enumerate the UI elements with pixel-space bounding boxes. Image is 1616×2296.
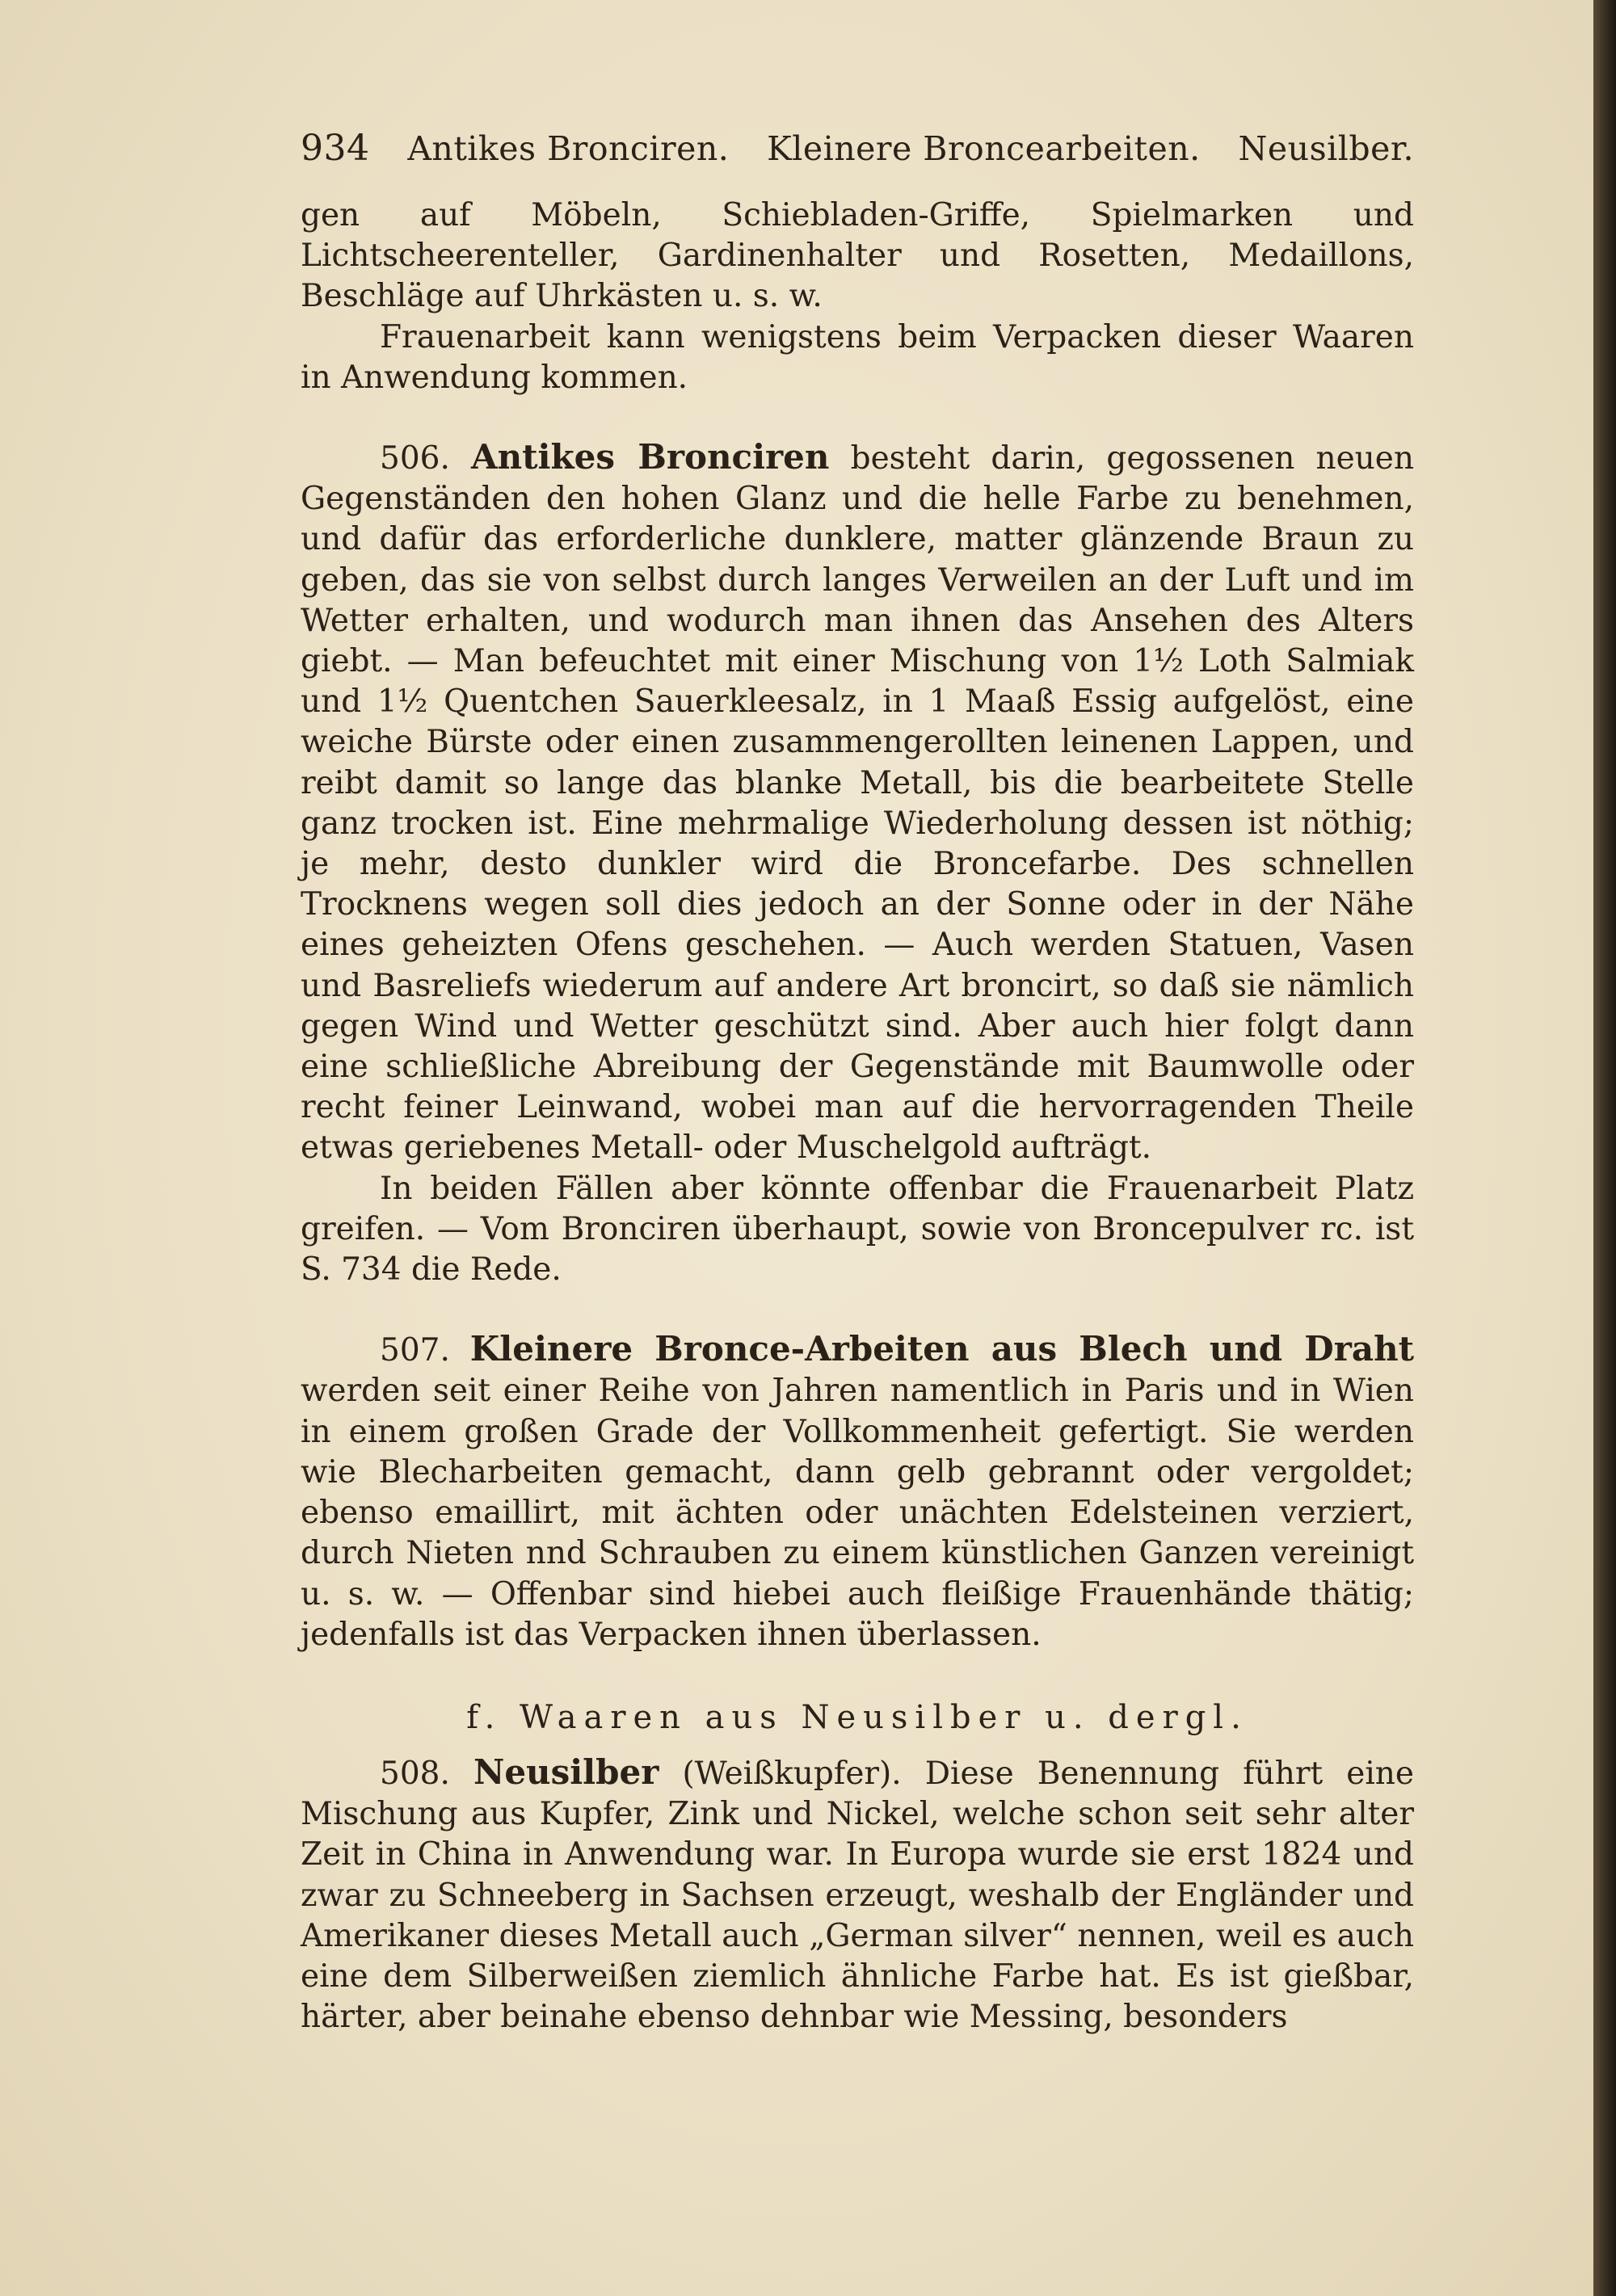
section-506-number: 506. <box>380 440 450 477</box>
running-head <box>301 128 1414 176</box>
section-506-paragraph-2: In beiden Fällen aber könnte offenbar die Frauenarbeit Platz greifen. — Vom Bronciren überhaupt, sowie von Broncepulver rc. ist S. 734 die Rede. <box>301 1170 1414 1289</box>
section-508-title: Neusilber <box>473 1751 659 1792</box>
paragraph-frauenarbeit: Frauenarbeit kann wenigstens beim Verpacken dieser Waaren in Anwendung kommen. <box>301 318 1414 396</box>
text-block <box>301 128 1414 2037</box>
section-506 <box>301 437 1414 1169</box>
body-text <box>301 196 1414 2037</box>
running-title-2: Kleinere Broncearbeiten. <box>767 129 1201 168</box>
subsection-heading: f. Waaren aus Neusilber u. dergl. <box>466 1698 1248 1736</box>
section-507-title: Kleinere Bronce-Arbeiten aus Blech und Draht <box>469 1329 1414 1369</box>
section-506-text: besteht darin, gegossenen neuen Gegenständen den hohen Glanz und die helle Farbe zu benehmen, und dafür das erforderliche dunklere, matter glänzende Braun zu geben, das sie von selbst durch langes Verweilen an der Luft und im Wetter erhalten, und wodurch man ihnen das Ansehen des Alters giebt. — Man befeuchtet mit einer Mischung von 1½ Loth Salmiak und 1½ Quentchen Sauerkleesalz, in 1 Maaß Essig aufgelöst, eine weiche Bürste oder einen zusammengerollten leinenen Lappen, und reibt damit so lange das blanke Metall, bis die bearbeitete Stelle ganz trocken ist. Eine mehrmalige Wiederholung dessen ist nöthig; je mehr, desto dunkler wird die Broncefarbe. Des schnellen Trocknens wegen soll dies jedoch an der Sonne oder in der Nähe eines geheizten Ofens geschehen. — Auch werden Statuen, Vasen und Basreliefs wiederum auf andere Art broncirt, so daß sie nämlich gegen Wind und Wetter geschützt sind. Aber auch hier folgt dann eine schließliche Abreibung der Gegenstände mit Baumwolle oder recht feiner Leinwand, wobei man auf die hervorragenden Theile etwas geriebenes Metall- oder Muschelgold aufträgt. <box>301 440 1414 1167</box>
running-title-1: Antikes Bronciren. <box>407 129 730 168</box>
page-edge-shadow <box>1593 0 1616 2296</box>
page-number: 934 <box>301 128 370 169</box>
section-507 <box>301 1329 1414 1655</box>
section-508-text: (Weißkupfer). Diese Benennung führt eine Mischung aus Kupfer, Zink und Nickel, welche schon seit sehr alter Zeit in China in Anwendung war. In Europa wurde sie erst 1824 und zwar zu Schneeberg in Sachsen erzeugt, weshalb der Engländer und Amerikaner dieses Metall auch „German silver“ nennen, weil es auch eine dem Silberweißen ziemlich ähnliche Farbe hat. Es ist gießbar, härter, aber beinahe ebenso dehnbar wie Messing, besonders <box>301 1755 1415 2036</box>
running-title-3: Neusilber. <box>1238 129 1414 168</box>
section-507-number: 507. <box>380 1332 450 1369</box>
section-508 <box>301 1752 1414 2037</box>
paragraph-continuation: gen auf Möbeln, Schiebladen-Griffe, Spielmarken und Lichtscheerenteller, Gardinenhalter und Rosetten, Medaillons, Beschläge auf Uhrkästen u. s. w. <box>301 197 1414 315</box>
section-506-title: Antikes Bronciren <box>471 437 830 477</box>
section-508-number: 508. <box>380 1755 450 1792</box>
section-507-text: werden seit einer Reihe von Jahren namentlich in Paris und in Wien in einem großen Grade der Vollkommenheit gefertigt. Sie werden wie Blecharbeiten gemacht, dann gelb gebrannt oder vergoldet; ebenso emaillirt, mit ächten oder unächten Edelsteinen verziert, durch Nieten nnd Schrauben zu einem künstlichen Ganzen vereinigt u. s. w. — Offenbar sind hiebei auch fleißige Frauenhände thätig; jedenfalls ist das Verpacken ihnen überlassen. <box>301 1373 1414 1653</box>
